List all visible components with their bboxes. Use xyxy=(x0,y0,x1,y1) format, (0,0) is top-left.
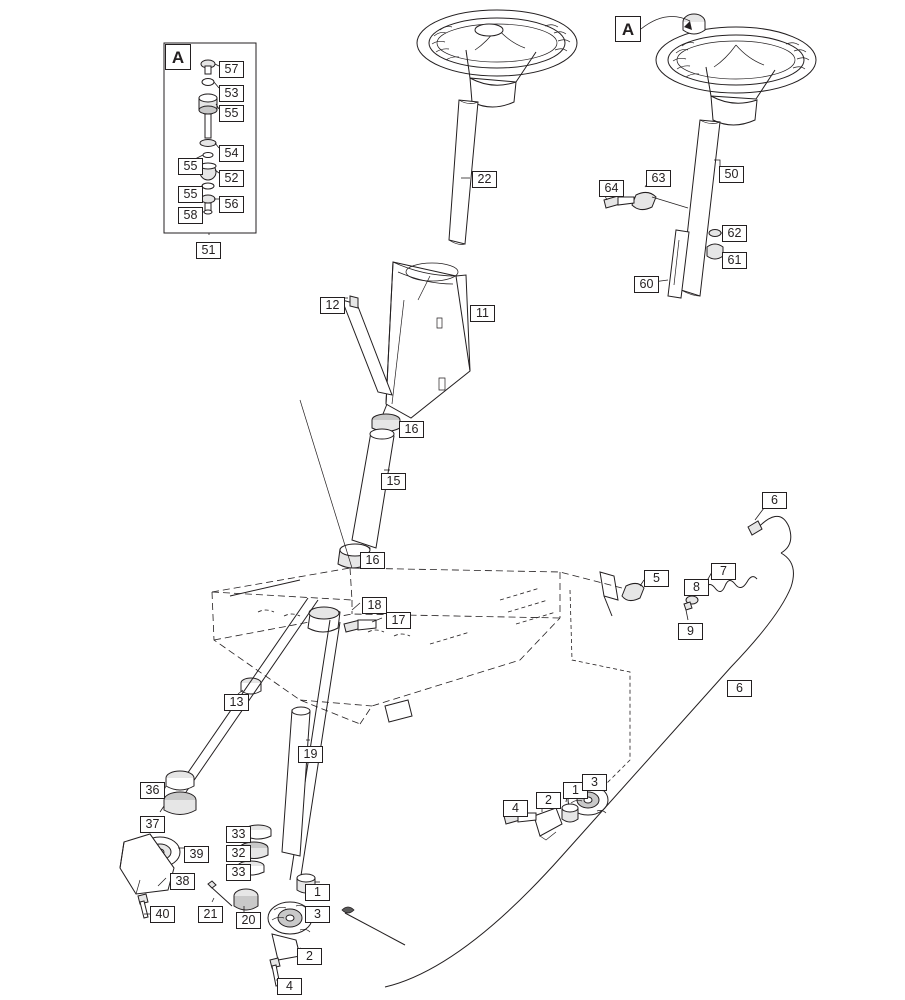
shaft-15-16 xyxy=(338,414,405,568)
callout-51: 51 xyxy=(196,242,221,259)
callout-52: 52 xyxy=(219,170,244,187)
callout-32: 32 xyxy=(226,845,251,862)
callout-9: 9 xyxy=(678,623,703,640)
callout-60: 60 xyxy=(634,276,659,293)
callout-55-left: 55 xyxy=(178,158,203,175)
detail-label-a-target: A xyxy=(615,16,641,42)
callout-7: 7 xyxy=(711,563,736,580)
callout-55-upper: 55 xyxy=(219,105,244,122)
callout-20: 20 xyxy=(236,912,261,929)
callout-50: 50 xyxy=(719,166,744,183)
callout-56: 56 xyxy=(219,196,244,213)
callout-4-left: 4 xyxy=(277,978,302,995)
callout-37: 37 xyxy=(140,816,165,833)
callout-36: 36 xyxy=(140,782,165,799)
chassis-phantom xyxy=(212,568,622,724)
callout-3-left: 3 xyxy=(305,906,330,923)
callout-22: 22 xyxy=(472,171,497,188)
callout-21: 21 xyxy=(198,906,223,923)
callout-2-left: 2 xyxy=(297,948,322,965)
steering-wheel-center xyxy=(417,10,577,245)
callout-4-right: 4 xyxy=(503,800,528,817)
callout-57: 57 xyxy=(219,61,244,78)
callout-55-lower: 55 xyxy=(178,186,203,203)
callout-33-lower: 33 xyxy=(226,864,251,881)
callout-6-lower: 6 xyxy=(727,680,752,697)
callout-13: 13 xyxy=(224,694,249,711)
callout-3-right: 3 xyxy=(582,774,607,791)
callout-2-right: 2 xyxy=(536,792,561,809)
callout-63: 63 xyxy=(646,170,671,187)
callout-38: 38 xyxy=(170,873,195,890)
callout-40: 40 xyxy=(150,906,175,923)
callout-16-upper: 16 xyxy=(399,421,424,438)
callout-8: 8 xyxy=(684,579,709,596)
callout-1-left: 1 xyxy=(305,884,330,901)
callout-39: 39 xyxy=(184,846,209,863)
callout-64: 64 xyxy=(599,180,624,197)
callout-15: 15 xyxy=(381,473,406,490)
callout-6-upper: 6 xyxy=(762,492,787,509)
column-housing xyxy=(336,262,480,418)
callout-5: 5 xyxy=(644,570,669,587)
callout-1-right: 1 xyxy=(563,782,588,799)
callout-16-lower: 16 xyxy=(360,552,385,569)
callout-62: 62 xyxy=(722,225,747,242)
steering-wheel-right xyxy=(603,14,816,298)
shaft-19 xyxy=(282,707,310,856)
callout-61: 61 xyxy=(722,252,747,269)
callout-33-upper: 33 xyxy=(226,826,251,843)
callout-19: 19 xyxy=(298,746,323,763)
callout-11: 11 xyxy=(470,305,495,322)
callout-17: 17 xyxy=(386,612,411,629)
callout-58: 58 xyxy=(178,207,203,224)
detail-label-a-source: A xyxy=(165,44,191,70)
callout-54: 54 xyxy=(219,145,244,162)
callout-53: 53 xyxy=(219,85,244,102)
callout-18: 18 xyxy=(362,597,387,614)
callout-12: 12 xyxy=(320,297,345,314)
